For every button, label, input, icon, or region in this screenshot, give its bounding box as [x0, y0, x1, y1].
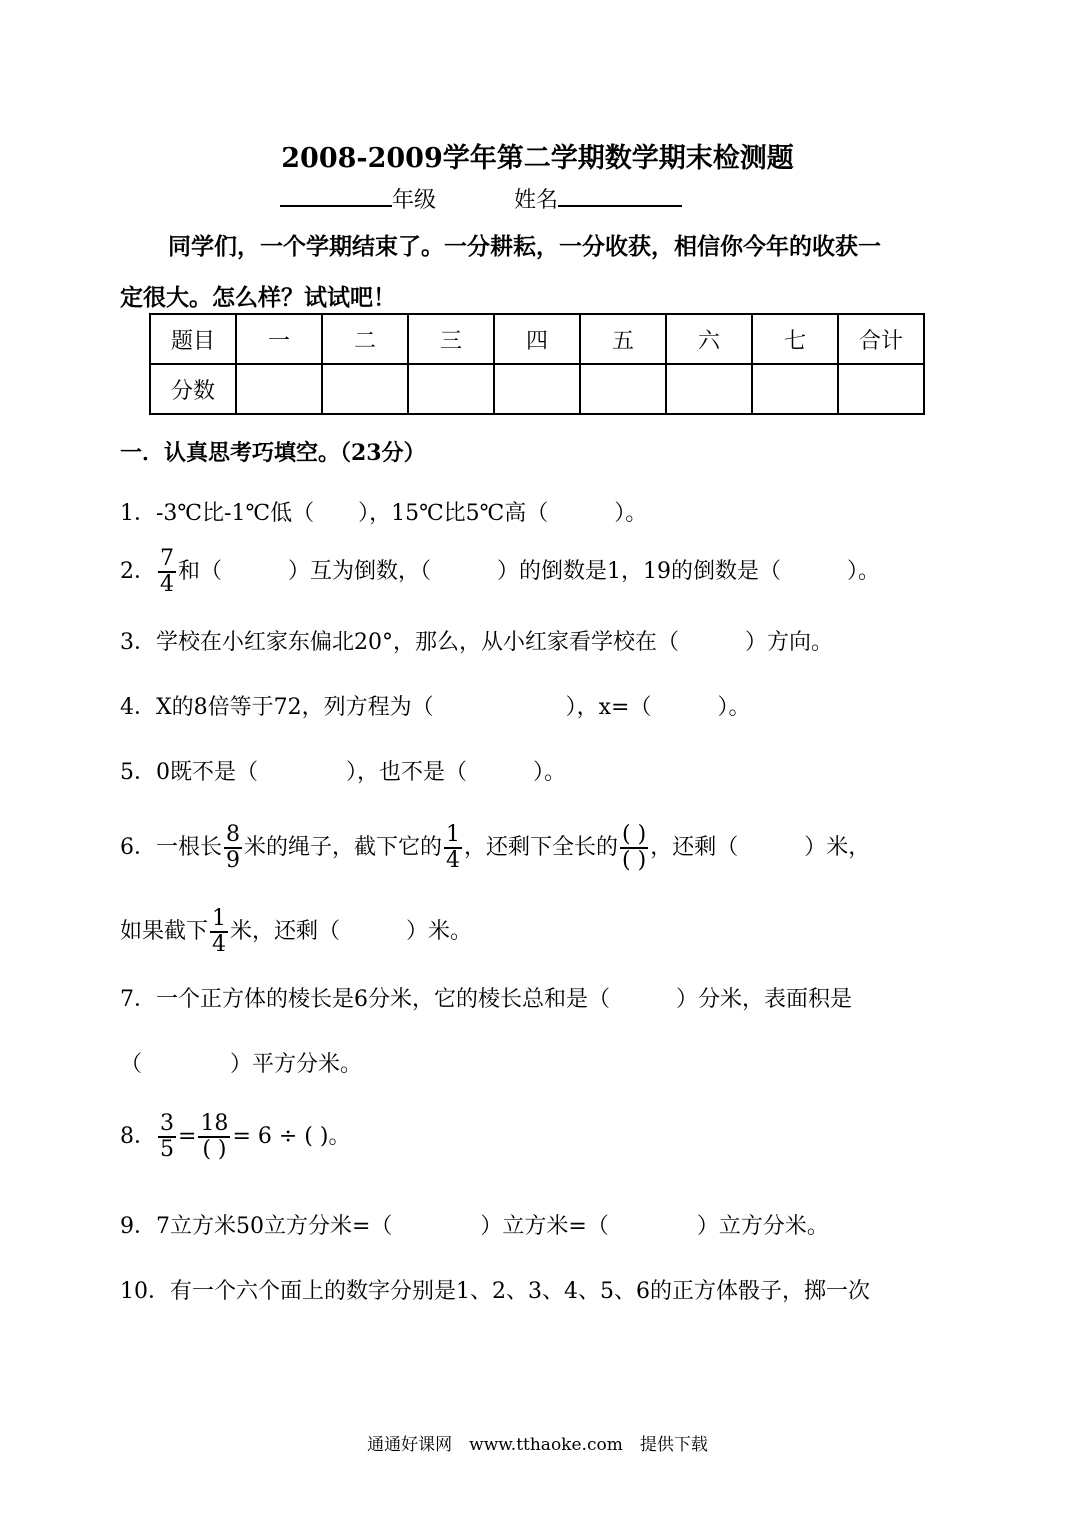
question-2-number: 2． — [120, 559, 156, 584]
equals-sign: = — [178, 1124, 197, 1149]
score-cell[interactable] — [580, 364, 666, 414]
numerator: 8 — [226, 822, 240, 847]
page-title: 2008-2009学年第二学期数学期末检测题 — [281, 143, 794, 174]
score-cell[interactable] — [838, 364, 924, 414]
grade-label: 年级 — [392, 188, 437, 213]
question-5: 5．0既不是（ ），也不是（ ）。 — [120, 760, 566, 785]
question-8-tail: = 6 ÷ ( )。 — [232, 1124, 351, 1149]
fraction — [224, 823, 242, 873]
intro-line-1: 同学们，一个学期结束了。一分耕耘，一分收获，相信你今年的收获一 — [168, 233, 881, 260]
numerator: 1 — [212, 906, 227, 931]
score-header-cell: 六 — [666, 314, 752, 364]
name-label: 姓名 — [514, 188, 559, 213]
denominator-blank[interactable]: ( ) — [202, 1137, 227, 1162]
question-6-text: 米的绳子，截下它的 — [244, 835, 443, 860]
score-cell[interactable] — [666, 364, 752, 414]
denominator: 4 — [212, 932, 227, 957]
score-cell[interactable] — [494, 364, 580, 414]
score-cell[interactable] — [322, 364, 408, 414]
fraction-blank[interactable] — [620, 823, 648, 873]
question-10: 10．有一个六个面上的数字分别是1、2、3、4、5、6的正方体骰子，掷一次 — [120, 1279, 870, 1304]
name-blank[interactable] — [558, 183, 682, 207]
question-9: 9．7立方米50立方分米=（ ）立方米=（ ）立方分米。 — [120, 1214, 829, 1239]
question-6-text: ，还剩（ ）米， — [650, 835, 871, 860]
question-8-number: 8． — [120, 1124, 156, 1149]
numerator: 1 — [446, 822, 461, 847]
denominator-blank[interactable]: ( ) — [622, 848, 647, 873]
score-header-cell: 三 — [408, 314, 494, 364]
score-row-label: 分数 — [150, 364, 236, 414]
question-3: 3．学校在小红家东偏北20°，那么，从小红家看学校在（ ）方向。 — [120, 630, 833, 655]
fraction — [158, 1112, 176, 1162]
score-header-cell: 合计 — [838, 314, 924, 364]
score-table-score-row — [150, 364, 924, 414]
question-2-text: 和（ ）互为倒数，（ ）的倒数是1，19的倒数是（ ）。 — [178, 559, 880, 584]
score-cell[interactable] — [408, 364, 494, 414]
section-heading-1: 一．认真思考巧填空。（23分） — [120, 440, 426, 466]
intro-line-2: 定很大。怎么样？试试吧！ — [120, 284, 396, 311]
score-header-cell: 二 — [322, 314, 408, 364]
fraction — [158, 547, 176, 597]
question-1: 1．-3℃比-1℃低（ ），15℃比5℃高（ ）。 — [120, 501, 648, 526]
numerator: 3 — [160, 1111, 174, 1136]
score-header-cell: 题目 — [150, 314, 236, 364]
score-header-cell: 四 — [494, 314, 580, 364]
numerator: 7 — [160, 546, 174, 571]
student-info — [280, 183, 682, 214]
score-cell[interactable] — [236, 364, 322, 414]
denominator: 4 — [446, 848, 461, 873]
question-6-line-2 — [120, 907, 472, 957]
score-table — [149, 313, 925, 415]
numerator: 18 — [200, 1111, 229, 1136]
numerator-blank[interactable]: ( ) — [622, 822, 647, 847]
score-cell[interactable] — [752, 364, 838, 414]
grade-blank[interactable] — [280, 183, 392, 207]
question-7-line-1: 7．一个正方体的棱长是6分米，它的棱长总和是（ ）分米，表面积是 — [120, 987, 852, 1012]
question-6-text: 米，还剩（ ）米。 — [230, 919, 473, 944]
score-table-header-row — [150, 314, 924, 364]
question-6-text: ，还剩下全长的 — [464, 835, 619, 860]
denominator: 9 — [226, 848, 240, 873]
footer: 通通好课网 www.tthaoke.com 提供下载 — [367, 1435, 708, 1455]
fraction — [210, 907, 228, 957]
question-6-text: 如果截下 — [120, 919, 209, 944]
question-2 — [120, 547, 880, 597]
score-header-cell: 七 — [752, 314, 838, 364]
question-6-text: 6．一根长 — [120, 835, 222, 860]
fraction — [444, 823, 462, 873]
denominator: 5 — [160, 1137, 174, 1162]
question-4: 4．X的8倍等于72，列方程为（ ），x=（ ）。 — [120, 695, 751, 720]
score-header-cell: 一 — [236, 314, 322, 364]
score-header-cell: 五 — [580, 314, 666, 364]
question-6 — [120, 823, 870, 873]
question-8 — [120, 1112, 350, 1162]
question-7-line-2: （ ）平方分米。 — [120, 1052, 363, 1077]
denominator: 4 — [160, 572, 174, 597]
fraction — [198, 1112, 230, 1162]
